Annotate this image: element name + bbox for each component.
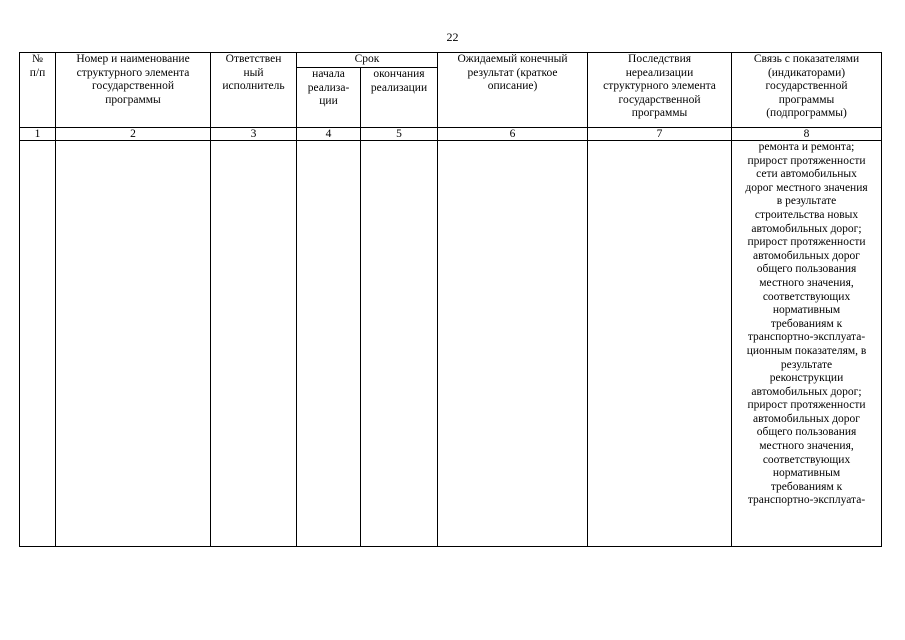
header-col6-line: описание) <box>487 80 538 93</box>
column-number: 3 <box>211 128 297 141</box>
column-number: 2 <box>56 128 211 141</box>
header-col4-line: реализа- <box>307 81 350 94</box>
header-col4 <box>297 68 361 128</box>
indicator-text-line: общего пользования <box>756 263 857 276</box>
indicator-text-line: ремонта и ремонта; <box>758 141 855 153</box>
header-col2 <box>56 53 211 128</box>
header-col7-line: программы <box>631 107 688 120</box>
program-table <box>19 52 882 547</box>
header-col3-line: исполнитель <box>222 80 285 93</box>
indicator-text-line: ционным показателям, в <box>746 344 867 357</box>
header-col2-line: структурного элемента <box>76 66 190 79</box>
column-number: 5 <box>361 128 438 141</box>
header-col6-line: Ожидаемый конечный <box>457 53 568 65</box>
header-col5 <box>361 68 438 128</box>
indicator-text-line: сети автомобильных <box>756 168 857 181</box>
indicator-text-line: прирост протяженности <box>747 236 866 249</box>
indicator-text-line: результате <box>780 358 833 371</box>
column-number: 7 <box>588 128 732 141</box>
indicator-text-line: автомобильных дорог; <box>751 385 862 398</box>
header-col8-line: программы <box>778 93 835 106</box>
table-cell-col2 <box>56 141 211 547</box>
column-number: 8 <box>732 128 882 141</box>
header-col7-line: нереализации <box>625 66 694 79</box>
header-col2-line: Номер и наименование <box>76 53 190 65</box>
indicator-text-line: местного значения, <box>759 276 854 289</box>
indicator-text-line: дорог местного значения <box>745 181 868 194</box>
table-cell-col6 <box>438 141 588 547</box>
table-cell-col7 <box>588 141 732 547</box>
table-cell-col5 <box>361 141 438 547</box>
indicator-text-line: автомобильных дорог; <box>751 222 862 235</box>
header-col5-line: окончания <box>373 68 425 80</box>
header-col8-line: Связь с показателями <box>753 53 860 65</box>
indicator-text-line: требованиям к <box>770 480 843 493</box>
indicator-text-line: общего пользования <box>756 426 857 439</box>
header-srok: Срок <box>297 53 438 68</box>
indicator-text-line: требованиям к <box>770 317 843 330</box>
header-col6-line: результат (краткое <box>467 66 558 79</box>
header-col8-line: государственной <box>765 80 848 93</box>
header-col5-line: реализации <box>370 81 428 94</box>
header-col8-line: (подпрограммы) <box>766 107 847 120</box>
table-cell-col3 <box>211 141 297 547</box>
indicator-text-line: соответствующих <box>762 290 851 303</box>
header-col7-line: Последствия <box>628 53 692 65</box>
column-number: 4 <box>297 128 361 141</box>
indicator-text-line: прирост протяженности <box>747 154 866 167</box>
header-col1-line: № <box>32 53 43 65</box>
indicator-text-line: нормативным <box>772 304 841 317</box>
indicator-text-line: транспортно-эксплуата- <box>747 494 866 507</box>
header-col2-line: государственной <box>92 80 174 93</box>
indicator-text-line: реконструкции <box>769 372 844 385</box>
column-number: 1 <box>20 128 56 141</box>
indicator-text-line: автомобильных дорог <box>753 412 861 425</box>
indicator-text-line: местного значения, <box>759 440 854 453</box>
indicator-text-line: в результате <box>776 195 837 208</box>
indicator-text-line: автомобильных дорог <box>753 249 861 262</box>
indicator-text-line: нормативным <box>772 467 841 480</box>
table-cell-col1 <box>20 141 56 547</box>
header-col7-line: структурного элемента <box>603 80 716 93</box>
indicator-text-line: транспортно-эксплуата- <box>747 331 866 344</box>
header-col1-line: п/п <box>29 66 46 79</box>
indicator-text-line: соответствующих <box>762 453 851 466</box>
indicator-text-line: строительства новых <box>754 208 859 221</box>
header-col3 <box>211 53 297 128</box>
header-col7 <box>588 53 732 128</box>
column-number: 6 <box>438 128 588 141</box>
header-col2-line: программы <box>105 93 161 106</box>
header-col8 <box>732 53 882 128</box>
header-col4-line: начала <box>312 68 345 80</box>
header-col1 <box>20 53 56 128</box>
table-cell-col8 <box>732 141 882 547</box>
table-cell-col4 <box>297 141 361 547</box>
header-col3-line: Ответствен <box>225 53 282 65</box>
header-col7-line: государственной <box>618 93 701 106</box>
header-col4-line: ции <box>319 95 338 108</box>
header-col6 <box>438 53 588 128</box>
header-col8-line: (индикаторами) <box>767 66 846 79</box>
indicator-text-line: прирост протяженности <box>747 399 866 412</box>
page-number: 22 <box>446 30 459 44</box>
header-col3-line: ный <box>243 66 264 79</box>
